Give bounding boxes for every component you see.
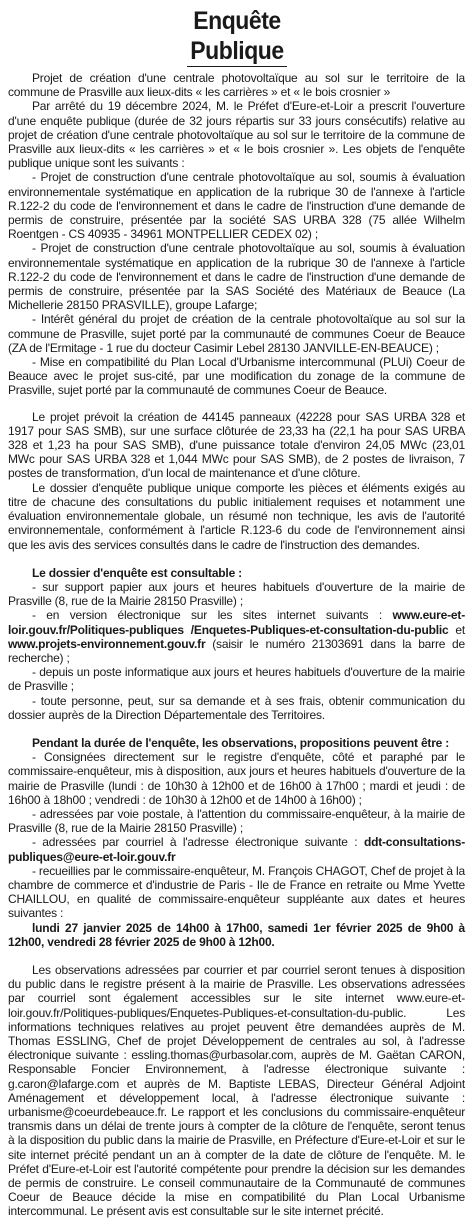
consultation-kiosk: - depuis un poste informatique aux jours et heures habituels d'ouverture de la mairie de Prasville ; (8, 665, 465, 694)
consultation-email-link[interactable]: ddt-consultations-publiques@eure-et-loir.gouv.fr (8, 835, 465, 864)
object-item-2: - Projet de construction d'une centrale photovoltaïque au sol, soumis à évaluation environnementale systématique en application de la rubrique 30 de l'annexe à l'article R.122-2 du code de l'environnement et dans le cadre de l'instruction d'une demande de permis de construire, présentée par la SAS Société des Matériaux de Beauce (La Michellerie 28150 PRASVILLE), groupe Lafarge; (8, 241, 465, 313)
notice-title: Enquête Publique (189, 7, 284, 65)
observations-heading: Pendant la durée de l'enquête, les observations, propositions peuvent être : (32, 735, 450, 750)
consultation-heading: Le dossier d'enquête est consultable : (32, 565, 242, 580)
consultation-request: - toute personne, peut, sur sa demande et à ses frais, obtenir communication du dossier auprès de la Direction Départementale des Territoires. (8, 693, 465, 722)
project-description: Le projet prévoit la création de 44145 panneaux (42228 pour SAS URBA 328 et 1917 pour SAS SMB), sur une surface clôturée de 23,33 ha (22,1 ha pour SAS URBA 328 et 1,23 ha pour SAS SMB), d'une puissance totale d'environ 24,05 MWc (23,01 MWc pour SAS URBA 328 et 1,044 MWc pour SAS SMB), de 2 postes de livraison, 7 postes de transformation, d'un local de maintenance et d'une clôture. (8, 409, 465, 481)
consultation-paper: - sur support papier aux jours et heures habituels d'ouverture de la mairie de Prasville (8, rue de la Mairie 28150 Prasville) ; (8, 579, 465, 609)
consultation-web (8, 608, 465, 665)
observations-commissioner: - recueillies par le commissaire-enquêteur, M. François CHAGOT, Chef de projet à la chambre de commerce et d'industrie de Paris - Ile de France en retraite ou Mme Yvette CHAILLOU, en qualité de commissaire-enquêteur suppléante aux dates et heures suivantes : (8, 863, 465, 921)
object-item-3: - Intérêt général du projet de création de la centrale photovoltaïque au sol sur la commune de Prasville, sujet porté par la communauté de communes Coeur de Beauce (ZA de l'Ermitage - 1 rue du docteur Casimir Lebel 28130 JANVILLE-EN-BEAUCE) ; (8, 312, 465, 355)
observations-register: - Consignées directement sur le registre d'enquête, côté et paraphé par le commissaire-enquêteur, mis à disposition, aux jours et heures habituels d'ouverture de la mairie de Prasville (lundi : de 10h30 à 12h00 et de 16h00 à 17h00 ; mardi et jeudi : de 16h00 à 18h00 ; vendredi : de 10h30 à 12h00 et de 14h00 à 16h00) ; (8, 750, 465, 807)
web-search-hint: (saisir le numéro 21303691 dans la barre de recherche) ; (8, 636, 465, 665)
email-intro-text: - adressées par courriel à l'adresse électronique suivante : (32, 835, 364, 850)
permanence-dates: lundi 27 janvier 2025 de 14h00 à 17h00, samedi 1er février 2025 de 9h00 à 12h00, vendredi 28 février 2025 de 9h00 à 12h00. (8, 920, 465, 949)
observations-post: - adressées par voie postale, à l'attention du commissaire-enquêteur, à la mairie de Prasville (8, rue de la Mairie 28150 Prasville) ; (8, 806, 465, 836)
object-item-4: - Mise en compatibilité du Plan Local d'Urbanisme intercommunal (PLUi) Coeur de Beauce avec le projet sus-cité, par une modification du zonage de la commune de Prasville, sujet porté par la communauté de communes Coeur de Beauce. (8, 355, 465, 398)
prefecture-website-link[interactable]: www.eure-et-loir.gouv.fr/Politiques-publiques /Enquetes-Publiques-et-consultation-du-public (8, 608, 465, 637)
prefect-decree: Par arrêté du 19 décembre 2024, M. le Préfet d'Eure-et-Loir a prescrit l'ouverture d'une enquête publique (durée de 32 jours répartis sur 33 jours consécutifs) relative au projet de création d'une centrale photovoltaïque au sol sur le territoire de la commune de Prasville aux lieux-dits « les carrières » et « le bois crosnier ». Les objets de l'enquête publique unique sont les suivants : (8, 99, 465, 171)
closing-paragraph: Les observations adressées par courrier et par courriel seront tenues à disposition du public dans le registre présent à la mairie de Prasville. Les observations adressées par courriel sont également accessibles sur le site internet www.eure-et-loir.gouv.fr/Politiques-publiques/Enquetes-Publiques-et-consultation-du-public. Les informations techniques relatives au projet peuvent être demandées auprès de M. Thomas ESSLING, Chef de projet Développement de centrales au sol, à l'adresse électronique suivante : essling.thomas@urbasolar.com, auprès de M. Gaëtan CARON, Responsable Foncier Environnement, à l'adresse électronique suivante : g.caron@lafarge.com et auprès de M. Baptiste LEBAS, Directeur Général Adjoint Aménagement et développement local, à l'adresse électronique suivante : urbanisme@coeurdebeauce.fr. Le rapport et les conclusions du commissaire-enquêteur transmis dans un délai de trente jours à compter de la clôture de l'enquête, seront tenus à la disposition du public dans la mairie de Prasville, en Préfecture d'Eure-et-Loir et sur le site internet précité pendant un an à compter de la date de clôture de l'enquête. M. le Préfet d'Eure-et-Loir est l'autorité compétente pour prendre la décision sur les demandes de permis de construire. Le conseil communautaire de la Communauté de communes Coeur de Beauce décide la mise en compatibilité du Plan Local Urbanisme intercommunal. Le présent avis est consultable sur le site internet précité. (8, 962, 465, 1219)
dossier-contents: Le dossier d'enquête publique unique comporte les pièces et éléments exigés au titre de chacune des consultations du public initialement requises et notamment une évaluation environnementale globale, un résumé non technique, les avis de l'autorité environnementale, conformément à l'article R.123-6 du code de l'environnement ainsi que les avis des services consultés dans le cadre de l'instruction des demandes. (8, 480, 465, 552)
web-and-text: et (448, 622, 465, 637)
title-rule (187, 66, 287, 67)
object-item-1: - Projet de construction d'une centrale photovoltaïque au sol, soumis à évaluation environnementale systématique en application de la rubrique 30 de l'annexe à l'article R.122-2 du code de l'environnement et dans le cadre de l'instruction d'une demande de permis de construire, présentée par la société SAS URBA 328 (75 allée Wilhelm Roentgen - CS 40935 - 34961 MONTPELLIER CEDEX 02) ; (8, 170, 465, 242)
projects-website-link[interactable]: www.projets-environnement.gouv.fr (8, 636, 206, 651)
web-intro-text: - en version électronique sur les sites internet suivants : (32, 608, 393, 623)
observations-email (8, 835, 465, 863)
project-subject: Projet de création d'une centrale photovoltaïque au sol sur le territoire de la commune de Prasville aux lieux-dits « les carrières » et « le bois crosnier » (8, 71, 465, 100)
